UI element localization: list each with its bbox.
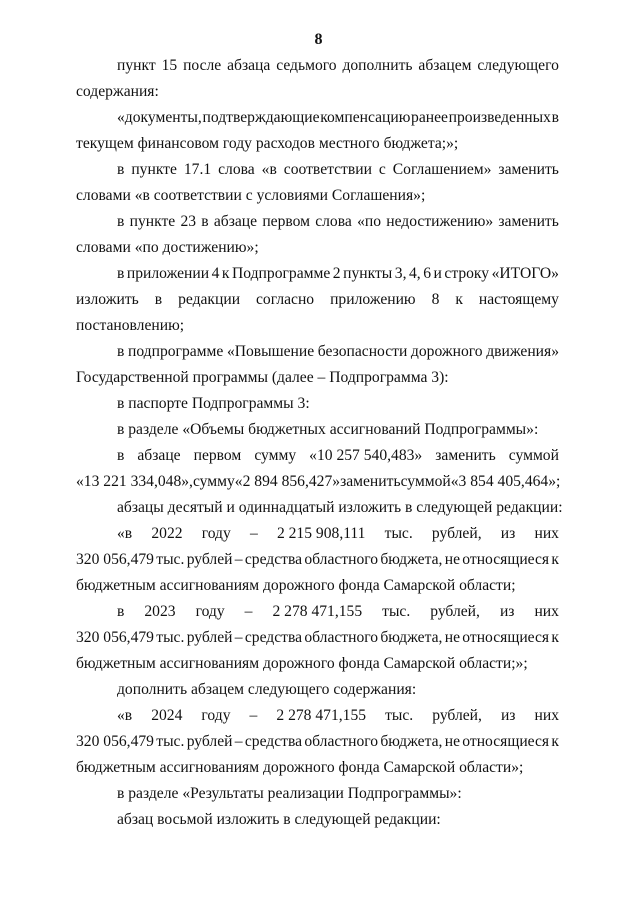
word: 2024 (151, 707, 183, 724)
word: не (444, 733, 460, 750)
text-line: дополнить абзацем следующего содержания: (117, 681, 417, 698)
word: средства (244, 629, 303, 646)
word: 2 278 471,155 (276, 707, 367, 724)
word: к (551, 629, 559, 646)
word: в (117, 447, 125, 464)
word: в (154, 291, 163, 308)
word: седьмого (276, 57, 337, 74)
word: Соглашением» (392, 161, 492, 178)
word: относящиеся (462, 733, 550, 750)
word: суммой (508, 447, 559, 464)
text-line: абзацы десятый и одиннадцатый изложить в следующей редакции: (117, 499, 563, 516)
word: относящиеся (462, 551, 550, 568)
word: первом (262, 213, 310, 230)
word: рублей (186, 629, 233, 646)
word: недостижению» (386, 213, 494, 230)
word: – (249, 707, 258, 724)
word: сумму (254, 447, 297, 464)
word: пункте (131, 161, 177, 178)
word: них (534, 525, 559, 542)
text-line (117, 212, 559, 232)
word: тыс. (385, 707, 414, 724)
word: «ИТОГО» (491, 265, 559, 282)
word: «10 257 540,483» (309, 447, 423, 464)
word: сумму (192, 473, 235, 490)
text-line (117, 706, 559, 726)
word: после (183, 57, 222, 74)
word: тыс. (382, 603, 411, 620)
word: «по (357, 213, 382, 230)
word: тыс. (156, 733, 185, 750)
text-line (117, 56, 559, 76)
word: рублей, (431, 525, 482, 542)
word: 17.1 (183, 161, 212, 178)
text-line (117, 160, 559, 180)
word: 8 (431, 291, 440, 308)
word: подтверждающие (202, 109, 320, 126)
word: абзаце (137, 447, 181, 464)
word: рублей (186, 733, 233, 750)
word: настоящему (478, 291, 559, 308)
word: 3, (394, 265, 407, 282)
word: них (534, 707, 559, 724)
word: них (534, 603, 559, 620)
word: году (201, 525, 231, 542)
text-line: в разделе «Объемы бюджетных ассигнований Подпрограммы»: (117, 421, 539, 438)
word: относящиеся (462, 629, 550, 646)
word: в (551, 109, 559, 126)
word: слова (315, 213, 352, 230)
word: заменить (498, 213, 559, 230)
page-number: 8 (314, 31, 323, 48)
word: 2022 (151, 525, 183, 542)
word: в (117, 161, 125, 178)
word: строку (444, 265, 490, 282)
word: приложению (330, 291, 416, 308)
word: к (551, 733, 559, 750)
text-line: абзац восьмой изложить в следующей редакции: (117, 811, 441, 828)
word: – (234, 551, 243, 568)
word: – (234, 733, 243, 750)
text-line (117, 446, 559, 466)
word: средства (244, 733, 303, 750)
text-line: текущем финансовом году расходов местного бюджета;»; (76, 135, 459, 152)
word: к (221, 265, 230, 282)
word: 2 278 471,155 (272, 603, 363, 620)
word: абзацем (418, 57, 472, 74)
word: пункт (117, 57, 156, 74)
word: 320 056,479 (76, 733, 154, 750)
word: в (117, 343, 125, 360)
text-line: Государственной программы (далее – Подпрограмма 3): (76, 369, 449, 386)
word: тыс. (156, 551, 185, 568)
word: подпрограмме (127, 343, 224, 360)
word: с (378, 161, 386, 178)
word: движения» (486, 343, 559, 360)
word: произведенных (448, 109, 551, 126)
text-line: в паспорте Подпрограммы 3: (117, 395, 310, 412)
word: 2 (332, 265, 341, 282)
word: тыс. (156, 629, 185, 646)
word: областного (304, 629, 379, 646)
word: в (117, 213, 125, 230)
word: не (444, 551, 460, 568)
word: 4 (211, 265, 220, 282)
word: – (234, 629, 243, 646)
word: приложении (126, 265, 210, 282)
word: средства (244, 551, 303, 568)
word: в (201, 213, 209, 230)
word: и (433, 265, 442, 282)
text-line (117, 264, 559, 284)
text-line (117, 108, 559, 128)
word: заменить (498, 161, 559, 178)
text-line (76, 290, 559, 310)
word: слова (218, 161, 255, 178)
word: заменить (340, 473, 401, 490)
word: заменить (435, 447, 496, 464)
word: «документы, (117, 109, 202, 126)
word: 320 056,479 (76, 551, 154, 568)
text-line (76, 472, 559, 492)
word: дополнить (342, 57, 413, 74)
text-line: бюджетным ассигнованиям дорожного фонда Самарской области; (76, 577, 516, 594)
text-line: в разделе «Результаты реализации Подпрограммы»: (117, 785, 462, 802)
word: абзаце (213, 213, 258, 230)
text-line (76, 732, 559, 752)
word: редакции (178, 291, 241, 308)
text-line: словами «по достижению»; (76, 239, 259, 256)
word: согласно (256, 291, 315, 308)
word: в (117, 603, 125, 620)
word: первом (193, 447, 242, 464)
text-line (76, 628, 559, 648)
word: 320 056,479 (76, 629, 154, 646)
word: Подпрограмме (232, 265, 331, 282)
word: в (117, 265, 125, 282)
text-line: бюджетным ассигнованиям дорожного фонда Самарской области;»; (76, 655, 528, 672)
word: ранее (411, 109, 448, 126)
word: 2023 (144, 603, 176, 620)
word: бюджета, (380, 629, 443, 646)
word: 2 215 908,111 (276, 525, 366, 542)
word: «13 221 334,048», (76, 473, 193, 490)
word: бюджета, (380, 551, 443, 568)
word: бюджета, (380, 733, 443, 750)
word: областного (304, 733, 379, 750)
text-line: постановлению; (76, 317, 185, 334)
text-line (117, 602, 559, 622)
word: из (499, 603, 515, 620)
text-line: бюджетным ассигнованиям дорожного фонда Самарской области»; (76, 759, 524, 776)
word: тыс. (384, 525, 413, 542)
word: 15 (161, 57, 178, 74)
word: изложить (76, 291, 139, 308)
word: году (195, 603, 225, 620)
word: пункте (129, 213, 176, 230)
word: дорожного (410, 343, 483, 360)
text-line (117, 524, 559, 544)
text-line (76, 550, 559, 570)
word: из (500, 707, 516, 724)
word: «в (117, 707, 133, 724)
word: 6 (423, 265, 432, 282)
word: году (201, 707, 231, 724)
word: пункты (343, 265, 393, 282)
word: «в (117, 525, 133, 542)
word: из (500, 525, 516, 542)
text-line (117, 342, 559, 362)
word: областного (304, 551, 379, 568)
word: «в (261, 161, 277, 178)
word: не (444, 629, 460, 646)
word: «Повышение (226, 343, 315, 360)
word: рублей, (432, 707, 482, 724)
word: рублей (186, 551, 233, 568)
word: «3 854 405,464»; (450, 473, 561, 490)
word: – (249, 525, 258, 542)
word: к (455, 291, 463, 308)
word: – (244, 603, 253, 620)
word: компенсацию (320, 109, 411, 126)
text-line: словами «в соответствии с условиями Соглашения»; (76, 187, 426, 204)
word: 23 (180, 213, 197, 230)
word: «2 894 856,427» (234, 473, 341, 490)
text-line: содержания: (76, 83, 159, 100)
word: рублей, (430, 603, 480, 620)
word: абзаца (227, 57, 271, 74)
word: следующего (477, 57, 559, 74)
word: к (551, 551, 559, 568)
word: соответствии (283, 161, 372, 178)
word: 4, (409, 265, 421, 282)
word: суммой (400, 473, 451, 490)
word: безопасности (317, 343, 408, 360)
